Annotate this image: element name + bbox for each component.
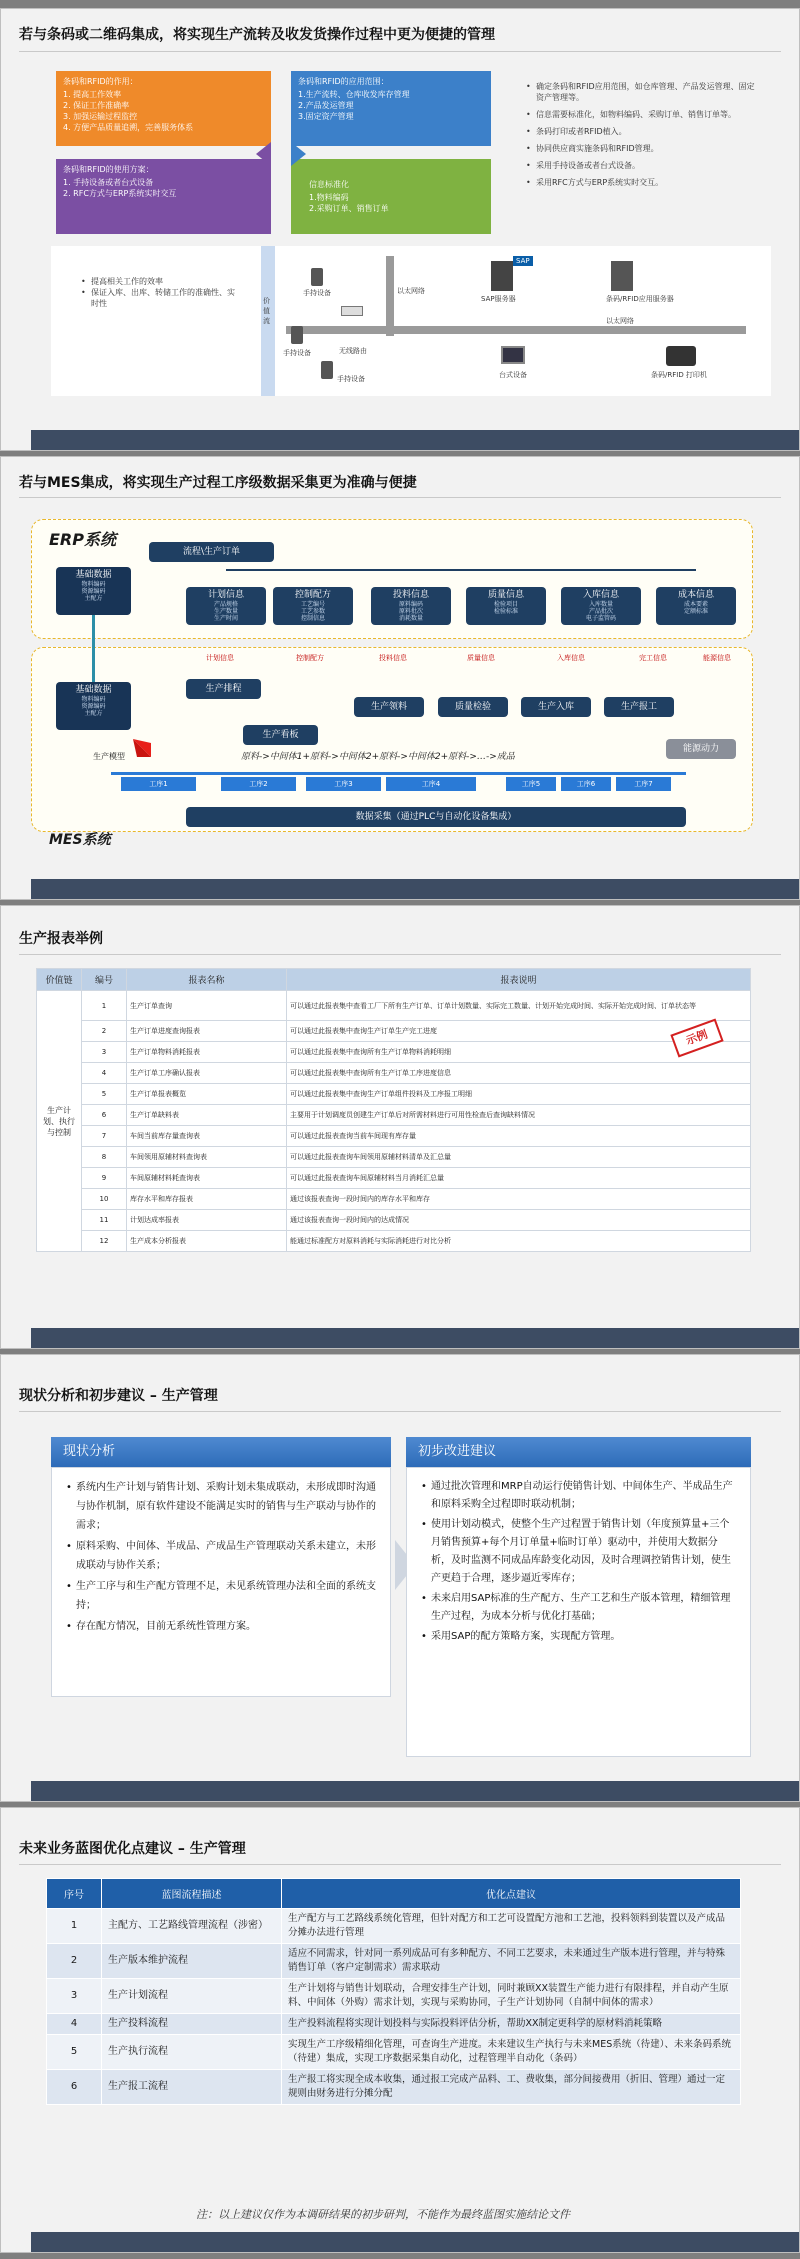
info-sub: 检验项目 <box>493 601 518 608</box>
info-node-cost <box>656 587 736 625</box>
energy-node: 能源动力 <box>666 739 736 759</box>
right-bullet: • 条码打印或者RFID植入。 <box>526 126 756 137</box>
mes-node-schedule: 生产排程 <box>186 679 261 699</box>
slide-reports <box>0 905 800 1349</box>
pc-label: 台式设备 <box>499 371 527 379</box>
step-2: 工序2 <box>221 777 296 791</box>
lan-line <box>286 326 746 334</box>
printer-label: 条码/RFID 打印机 <box>651 371 707 379</box>
table-row <box>47 2035 741 2070</box>
purple-box <box>56 159 271 234</box>
analysis-bullet: • 存在配方情况，目前无系统性管理方案。 <box>66 1617 376 1636</box>
info-sub: 产品批次 <box>588 608 613 615</box>
mes-node-store: 生产入库 <box>521 697 591 717</box>
info-title: 控制配方 <box>294 590 331 600</box>
row-process: 生产版本维护流程 <box>102 1944 282 1979</box>
orange-item: 2. 保证工作准确率 <box>63 101 130 110</box>
table-row <box>47 2070 741 2105</box>
handheld-label-1: 手持设备 <box>303 289 331 297</box>
row-name: 计划达成率报表 <box>127 1210 287 1231</box>
info-sub: 原料编码 <box>398 601 423 608</box>
info-node-feed <box>371 587 451 625</box>
base-data-node-mes <box>56 682 131 730</box>
info-node-recipe <box>273 587 353 625</box>
red-label: 入库信息 <box>557 654 585 662</box>
left-panel <box>51 1467 391 1697</box>
table-row <box>37 1042 751 1063</box>
row-no: 3 <box>82 1042 127 1063</box>
sample-stamp: 示例 <box>670 1019 723 1058</box>
right-bullet: • 采用RFC方式与ERP系统实时交互。 <box>526 177 756 188</box>
table-row <box>37 1147 751 1168</box>
info-sub: 生产时间 <box>213 615 238 622</box>
lan-label: 以太网络 <box>397 287 425 295</box>
chain-cell: 生产计划、执行与控制 <box>37 991 82 1252</box>
purple-item: 1. 手持设备或者台式设备 <box>63 178 154 187</box>
suggestion-bullet: • 未来启用SAP标准的生产配方、生产工艺和生产版本管理，精细管理生产过程，为成本分析与优化打基础； <box>421 1590 736 1626</box>
handheld-label-3: 手持设备 <box>337 375 365 383</box>
row-desc: 可以通过此报表查询车间领用原辅材料清单及汇总量 <box>287 1147 751 1168</box>
red-arrow-icon <box>129 735 155 761</box>
row-name: 车间当前库存量查询表 <box>127 1126 287 1147</box>
left-bullet: • 保证入库、出库、转储工作的准确性、实时性 <box>81 287 241 309</box>
row-name: 生产订单进度查询报表 <box>127 1021 287 1042</box>
orange-box-title: 条码和RFID的作用： <box>63 77 138 86</box>
slide-footer-bar <box>31 2232 799 2252</box>
row-desc: 可以通过此报表集中查看工厂下所有生产订单、订单计划数量、实际完工数量、计划开始完成时间、实际开始完成时间、订单状态等 <box>287 991 751 1021</box>
data-collect-bar: 数据采集（通过PLC与自动化设备集成） <box>186 807 686 827</box>
row-no: 8 <box>82 1147 127 1168</box>
row-name: 生产成本分析报表 <box>127 1231 287 1252</box>
base-data-node-erp <box>56 567 131 615</box>
title-divider <box>19 51 781 52</box>
info-sub: 入库数量 <box>588 601 613 608</box>
row-no: 4 <box>47 2014 102 2035</box>
row-name: 库存水平和库存报表 <box>127 1189 287 1210</box>
wireless-label: 无线路由 <box>339 347 367 355</box>
row-process: 生产执行流程 <box>102 2035 282 2070</box>
row-suggestion: 生产配方与工艺路线系统化管理，但针对配方和工艺可设置配方池和工艺池，投料领料到装置以及产成品分摊办法进行管理 <box>282 1909 741 1944</box>
base-link-arrow <box>92 615 95 682</box>
row-no: 6 <box>47 2070 102 2105</box>
footnote: 注：以上建议仅作为本调研结果的初步研判，不能作为最终蓝图实施结论文件 <box>196 2208 570 2221</box>
right-panel <box>406 1467 751 1757</box>
col-header: 报表名称 <box>127 969 287 991</box>
analysis-bullet: • 生产工序与和生产配方管理不足，未见系统管理办法和全面的系统支持； <box>66 1577 376 1615</box>
mes-node-report: 生产报工 <box>604 697 674 717</box>
red-label: 计划信息 <box>206 654 234 662</box>
col-header: 优化点建议 <box>282 1879 741 1909</box>
blue-item: 1.生产流转、仓库收发库存管理 <box>298 90 410 99</box>
row-process: 生产报工流程 <box>102 2070 282 2105</box>
slide-blueprint <box>0 1807 800 2253</box>
analysis-bullet: • 原料采购、中间体、半成品、产成品生产管理联动关系未建立，未形成联动与协作关系； <box>66 1537 376 1575</box>
left-panel-header: 现状分析 <box>51 1437 391 1467</box>
red-label: 质量信息 <box>467 654 495 662</box>
col-header: 价值链 <box>37 969 82 991</box>
info-sub: 消耗数量 <box>398 615 423 622</box>
slide-barcode-rfid <box>0 8 800 451</box>
network-diagram <box>51 246 771 396</box>
table-row <box>47 1979 741 2014</box>
table-row <box>37 1168 751 1189</box>
left-bullet: • 提高相关工作的效率 <box>81 276 241 287</box>
row-desc: 能通过标准配方对原料消耗与实际消耗进行对比分析 <box>287 1231 751 1252</box>
row-process: 主配方、工艺路线管理流程（涉密） <box>102 1909 282 1944</box>
row-no: 6 <box>82 1105 127 1126</box>
table-row <box>37 1084 751 1105</box>
row-suggestion: 生产投料流程将实现计划投料与实际投料评估分析，帮助XX制定更科学的原材料消耗策略 <box>282 2014 741 2035</box>
row-desc: 可以通过此报表集中查询生产订单生产完工进度 <box>287 1021 751 1042</box>
col-header: 蓝图流程描述 <box>102 1879 282 1909</box>
network-label: 以太网络 <box>606 317 634 325</box>
slide-footer-bar <box>31 879 799 899</box>
sap-logo: SAP <box>513 256 533 266</box>
base-sub: 物料编码 <box>81 581 106 588</box>
info-sub: 工艺编号 <box>300 601 325 608</box>
title-divider <box>19 1411 781 1412</box>
purple-box-title: 条码和RFID的使用方案： <box>63 165 154 174</box>
right-bullet-list <box>526 81 756 188</box>
info-node-plan <box>186 587 266 625</box>
col-header: 报表说明 <box>287 969 751 991</box>
base-sub: 物料编码 <box>81 696 106 703</box>
base-sub: 主配方 <box>84 595 103 602</box>
row-name: 车间原辅材料耗查询表 <box>127 1168 287 1189</box>
slide-mes <box>0 456 800 900</box>
base-sub: 资源编码 <box>81 703 106 710</box>
slide-title: 现状分析和初步建议 – 生产管理 <box>19 1388 218 1404</box>
table-row <box>37 1126 751 1147</box>
info-node-storage <box>561 587 641 625</box>
row-no: 10 <box>82 1189 127 1210</box>
row-no: 1 <box>82 991 127 1021</box>
row-desc: 可以通过此报表查询当前车间现有库存量 <box>287 1126 751 1147</box>
row-suggestion: 适应不同需求，针对同一系列成品可有多种配方、不同工艺要求，未来通过生产版本进行管理，并与特殊销售订单（客户定制需求）需求联动 <box>282 1944 741 1979</box>
step-7: 工序7 <box>616 777 671 791</box>
left-bullet-list <box>81 276 241 309</box>
title-divider <box>19 954 781 955</box>
mes-label: MES系统 <box>49 832 111 848</box>
red-label: 控制配方 <box>296 654 324 662</box>
mes-node-inspect: 质量检验 <box>438 697 508 717</box>
handheld-icon <box>311 268 323 286</box>
green-box-title: 信息标准化 <box>309 180 349 189</box>
value-flow-label: 价值流 <box>263 297 270 325</box>
step-3: 工序3 <box>306 777 381 791</box>
row-no: 2 <box>82 1021 127 1042</box>
handheld-icon <box>291 326 303 344</box>
table-header-row <box>47 1879 741 1909</box>
table-row <box>47 1909 741 1944</box>
info-sub: 工艺参数 <box>300 608 325 615</box>
row-no: 2 <box>47 1944 102 1979</box>
info-title: 入库信息 <box>582 590 619 600</box>
right-bullet: • 信息需要标准化，如物料编码、采购订单、销售订单等。 <box>526 109 756 120</box>
pc-icon <box>501 346 525 364</box>
orange-box <box>56 71 271 146</box>
slide-footer-bar <box>31 430 799 450</box>
col-header: 序号 <box>47 1879 102 1909</box>
row-no: 9 <box>82 1168 127 1189</box>
production-order-node: 流程\生产订单 <box>149 542 274 562</box>
suggestion-bullet: • 使用计划动模式，使整个生产过程置于销售计划（年度预算量+三个月销售预算+每个月订单量+临时订单）驱动中，并使用大数据分析，及时监测不同成品库龄变化动因，及时合理调控销售计划，使生产更趋于合理，逐步逼近零库存； <box>421 1516 736 1588</box>
info-title: 投料信息 <box>392 590 429 600</box>
blue-item: 2.产品发运管理 <box>298 101 354 110</box>
process-line <box>111 772 686 775</box>
step-5: 工序5 <box>506 777 556 791</box>
row-desc: 可以通过此报表查询车间原辅材料当月消耗汇总量 <box>287 1168 751 1189</box>
row-desc: 通过该报表查询一段时间内的达成情况 <box>287 1210 751 1231</box>
model-label: 生产模型 <box>93 752 125 761</box>
report-table <box>36 968 751 1252</box>
info-connector <box>226 569 696 571</box>
orange-item: 1. 提高工作效率 <box>63 90 122 99</box>
info-sub: 成本要素 <box>683 601 708 608</box>
table-row <box>37 991 751 1021</box>
table-header-row <box>37 969 751 991</box>
green-box <box>291 159 491 234</box>
material-flow-text: 原料->中间体1+原料->中间体2+原料->中间体2+原料->…->成品 <box>241 752 515 762</box>
suggestion-bullet: • 通过批次管理和MRP自动运行使销售计划、中间体生产、半成品生产和原料采购全过程即时联动机制； <box>421 1478 736 1514</box>
router-icon <box>341 306 363 316</box>
step-1: 工序1 <box>121 777 196 791</box>
blue-box <box>291 71 491 146</box>
row-no: 1 <box>47 1909 102 1944</box>
table-row <box>47 1944 741 1979</box>
row-desc: 可以通过此报表集中查询生产订单组件投料及工序报工明细 <box>287 1084 751 1105</box>
info-sub: 控制信息 <box>300 615 325 622</box>
analysis-bullet: • 系统内生产计划与销售计划、采购计划未集成联动，未形成即时沟通与协作机制，原有软件建设不能满足实时的销售与生产联动与协作的需求； <box>66 1478 376 1535</box>
row-no: 7 <box>82 1126 127 1147</box>
info-title: 质量信息 <box>487 590 524 600</box>
slide-title: 未来业务蓝图优化点建议 – 生产管理 <box>19 1841 246 1857</box>
row-desc: 可以通过此报表集中查询所有生产订单物料消耗明细 <box>287 1042 751 1063</box>
rfid-server-icon <box>611 261 633 291</box>
slide-footer-bar <box>31 1781 799 1801</box>
handheld-icon <box>321 361 333 379</box>
row-no: 5 <box>82 1084 127 1105</box>
row-desc: 通过该报表查询一段时间内的库存水平和库存 <box>287 1189 751 1210</box>
table-row <box>37 1105 751 1126</box>
base-title: 基础数据 <box>75 570 112 580</box>
base-sub: 主配方 <box>84 710 103 717</box>
row-suggestion: 生产计划将与销售计划联动，合理安排生产计划，同时兼顾XX装置生产能力进行有限排程，并自动产生原料、中间体（外购）需求计划，实现与采购协同，子生产计划协同（自制中间体的需求） <box>282 1979 741 2014</box>
sap-server-icon <box>491 261 513 291</box>
row-suggestion: 实现生产工序级精细化管理，可查询生产进度。未来建议生产执行与未来MES系统（待建）、未来条码系统（待建）集成，实现工序数据采集自动化，过程管理半自动化（条码） <box>282 2035 741 2070</box>
row-no: 4 <box>82 1063 127 1084</box>
orange-item: 4. 方便产品质量追溯，完善服务体系 <box>63 123 194 132</box>
row-process: 生产计划流程 <box>102 1979 282 2014</box>
blueprint-table <box>46 1878 741 2105</box>
info-title: 成本信息 <box>677 590 714 600</box>
mes-node-issue: 生产领料 <box>354 697 424 717</box>
mes-node-board: 生产看板 <box>243 725 318 745</box>
slide-analysis <box>0 1354 800 1802</box>
sap-server-label: SAP服务器 <box>481 295 516 303</box>
step-6: 工序6 <box>561 777 611 791</box>
red-label: 完工信息 <box>639 654 667 662</box>
lan-vertical <box>386 256 394 336</box>
base-title: 基础数据 <box>75 685 112 695</box>
printer-icon <box>666 346 696 366</box>
rfid-server-label: 条码/RFID应用服务器 <box>606 295 674 303</box>
handheld-label-2: 手持设备 <box>283 349 311 357</box>
row-name: 生产订单物料消耗报表 <box>127 1042 287 1063</box>
green-item: 2.采购订单、销售订单 <box>309 204 389 213</box>
slide-footer-bar <box>31 1328 799 1348</box>
slide-title: 生产报表举例 <box>19 931 103 947</box>
title-divider <box>19 1864 781 1865</box>
row-name: 车间领用原辅材料查询表 <box>127 1147 287 1168</box>
right-bullet: • 协同供应商实施条码和RFID管理。 <box>526 143 756 154</box>
row-name: 生产订单缺料表 <box>127 1105 287 1126</box>
table-row <box>47 2014 741 2035</box>
col-header: 编号 <box>82 969 127 991</box>
row-desc: 可以通过此报表集中查询所有生产订单工序进度信息 <box>287 1063 751 1084</box>
slide-title: 若与条码或二维码集成，将实现生产流转及收发货操作过程中更为便捷的管理 <box>19 27 495 43</box>
info-sub: 检验标准 <box>493 608 518 615</box>
info-title: 计划信息 <box>207 590 244 600</box>
table-row <box>37 1231 751 1252</box>
blue-item: 3.固定资产管理 <box>298 112 354 121</box>
info-sub: 原料批次 <box>398 608 423 615</box>
right-panel-header: 初步改进建议 <box>406 1437 751 1467</box>
table-row <box>37 1210 751 1231</box>
info-sub: 产品规格 <box>213 601 238 608</box>
row-process: 生产投料流程 <box>102 2014 282 2035</box>
orange-item: 3. 加强运输过程监控 <box>63 112 138 121</box>
right-bullet: • 采用手持设备或者台式设备。 <box>526 160 756 171</box>
blue-box-title: 条码和RFID的应用范围： <box>298 77 389 86</box>
row-desc: 主要用于计划调度员创建生产订单后对所需材料进行可用性检查后查询缺料情况 <box>287 1105 751 1126</box>
green-item: 1.物料编码 <box>309 193 349 202</box>
erp-label: ERP系统 <box>49 530 116 549</box>
row-suggestion: 生产报工将实现全成本收集，通过报工完成产品料、工、费收集，部分间接费用（折旧、管理）通过一定规则由财务进行分摊分配 <box>282 2070 741 2105</box>
info-sub: 定额标准 <box>683 608 708 615</box>
row-no: 3 <box>47 1979 102 2014</box>
suggestion-bullet: • 采用SAP的配方策略方案，实现配方管理。 <box>421 1628 736 1646</box>
row-name: 生产订单报表概览 <box>127 1084 287 1105</box>
base-sub: 资源编码 <box>81 588 106 595</box>
row-no: 5 <box>47 2035 102 2070</box>
purple-item: 2. RFC方式与ERP系统实时交互 <box>63 189 177 198</box>
title-divider <box>19 497 781 498</box>
slide-title: 若与MES集成，将实现生产过程工序级数据采集更为准确与便捷 <box>19 475 417 491</box>
table-row <box>37 1189 751 1210</box>
row-name: 生产订单查询 <box>127 991 287 1021</box>
table-row <box>37 1021 751 1042</box>
info-sub: 生产数量 <box>213 608 238 615</box>
table-row <box>37 1063 751 1084</box>
info-sub: 电子监管码 <box>585 615 616 622</box>
red-label: 能源信息 <box>703 654 731 662</box>
row-no: 12 <box>82 1231 127 1252</box>
right-bullet: • 确定条码和RFID应用范围，如仓库管理、产品发运管理、固定资产管理等。 <box>526 81 756 103</box>
red-label: 投料信息 <box>379 654 407 662</box>
info-node-quality <box>466 587 546 625</box>
row-name: 生产订单工序确认报表 <box>127 1063 287 1084</box>
step-4: 工序4 <box>386 777 476 791</box>
circle-arrows <box>241 134 321 174</box>
row-no: 11 <box>82 1210 127 1231</box>
